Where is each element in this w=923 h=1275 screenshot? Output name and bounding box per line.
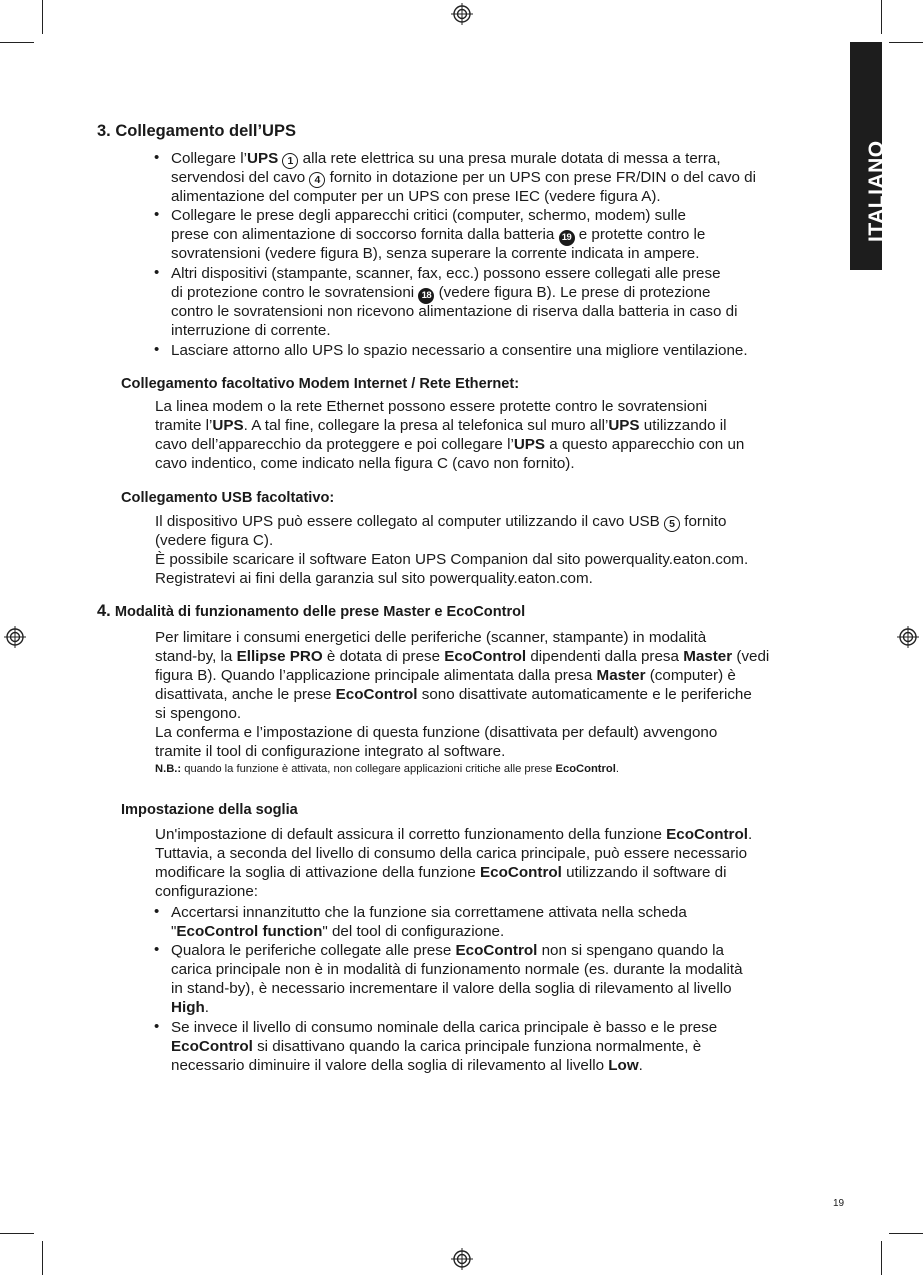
paragraph-line: Per limitare i consumi energetici delle periferiche (scanner, stampante) in modalità [155, 629, 707, 646]
paragraph-line: tramite il tool di configurazione integrato al software. [155, 743, 506, 760]
paragraph-line: cavo dell’apparecchio da proteggere e poi collegare l’UPS a questo apparecchio con un [155, 436, 745, 453]
registration-mark-icon [4, 626, 26, 648]
registration-mark-icon [451, 3, 473, 25]
section-3-title: 3. Collegamento dell’UPS [97, 122, 296, 140]
crop-mark [889, 1233, 923, 1234]
paragraph-line: interruzione di corrente. [171, 322, 331, 339]
paragraph-line: carica principale non è in modalità di funzionamento normale (es. durante la modalità [171, 961, 743, 978]
page-number: 19 [833, 1198, 845, 1209]
paragraph-line: sovratensioni (vedere figura B), senza superare la corrente indicata in ampere. [171, 245, 700, 262]
bullet: • [154, 264, 160, 281]
paragraph-line: si spengono. [155, 705, 242, 722]
paragraph-line: EcoControl si disattivano quando la carica principale funziona normalmente, è [171, 1038, 702, 1055]
callout-number: 1 [282, 153, 298, 169]
bullet: • [154, 903, 160, 920]
section-4-title: 4. Modalità di funzionamento delle prese Master e EcoControl [97, 602, 526, 620]
callout-number: 18 [418, 288, 434, 304]
callout-number: 4 [309, 172, 325, 188]
crop-mark [42, 0, 43, 34]
paragraph-line: contro le sovratensioni non ricevono alimentazione di riserva dalla batteria in caso di [171, 303, 738, 320]
paragraph-line: prese con alimentazione di soccorso fornita dalla batteria 19 e protette contro le [171, 225, 705, 246]
paragraph-line: La linea modem o la rete Ethernet possono essere protette contro le sovratensioni [155, 398, 708, 415]
paragraph-line: cavo indentico, come indicato nella figura C (cavo non fornito). [155, 455, 575, 472]
paragraph-line: Registratevi ai fini della garanzia sul sito powerquality.eaton.com. [155, 570, 593, 587]
paragraph-line: di protezione contro le sovratensioni 18 (vedere figura B). Le prese di protezione [171, 283, 710, 304]
crop-mark [881, 0, 882, 34]
language-tab [850, 42, 888, 270]
paragraph-line: Collegare l’UPS 1 alla rete elettrica su una presa murale dotata di messa a terra, [171, 150, 721, 167]
paragraph-line: High. [171, 999, 209, 1016]
bullet: • [154, 149, 160, 166]
crop-mark [0, 42, 34, 43]
paragraph-line: "EcoControl function" del tool di configurazione. [171, 923, 505, 940]
modem-subtitle: Collegamento facoltativo Modem Internet / Rete Ethernet: [121, 376, 520, 392]
paragraph-line: Qualora le periferiche collegate alle prese EcoControl non si spengano quando la [171, 942, 724, 959]
paragraph-line: Accertarsi innanzitutto che la funzione sia correttamene attivata nella scheda [171, 904, 687, 921]
paragraph-line: Il dispositivo UPS può essere collegato al computer utilizzando il cavo USB 5 fornito [155, 513, 727, 530]
paragraph-line: È possibile scaricare il software Eaton UPS Companion dal sito powerquality.eaton.com. [155, 551, 749, 568]
usb-subtitle: Collegamento USB facoltativo: [121, 490, 335, 506]
paragraph-line: in stand-by), è necessario incrementare il valore della soglia di rilevamento al livello [171, 980, 732, 997]
paragraph-line: (vedere figura C). [155, 532, 274, 549]
note-line: N.B.: quando la funzione è attivata, non collegare applicazioni critiche alle prese EcoControl. [155, 763, 619, 775]
paragraph-line: figura B). Quando l’applicazione principale alimentata dalla presa Master (computer) è [155, 667, 736, 684]
callout-number: 5 [664, 516, 680, 532]
language-tab-label: ITALIANO [865, 140, 888, 242]
paragraph-line: disattivata, anche le prese EcoControl sono disattivate automaticamente e le periferiche [155, 686, 752, 703]
registration-mark-icon [451, 1248, 473, 1270]
callout-number: 19 [559, 230, 575, 246]
paragraph-line: alimentazione del computer per un UPS con prese IEC (vedere figura A). [171, 188, 661, 205]
paragraph-line: modificare la soglia di attivazione della funzione EcoControl utilizzando il software di [155, 864, 727, 881]
bullet: • [154, 941, 160, 958]
paragraph-line: Lasciare attorno allo UPS lo spazio necessario a consentire una migliore ventilazione. [171, 342, 748, 359]
bullet: • [154, 341, 160, 358]
bullet: • [154, 1018, 160, 1035]
paragraph-line: stand-by, la Ellipse PRO è dotata di prese EcoControl dipendenti dalla presa Master (vedi [155, 648, 770, 665]
paragraph-line: Collegare le prese degli apparecchi critici (computer, schermo, modem) sulle [171, 207, 686, 224]
registration-mark-icon [897, 626, 919, 648]
paragraph-line: necessario diminuire il valore della soglia di rilevamento al livello Low. [171, 1057, 643, 1074]
paragraph-line: Un'impostazione di default assicura il corretto funzionamento della funzione EcoControl. [155, 826, 753, 843]
paragraph-line: Se invece il livello di consumo nominale della carica principale è basso e le prese [171, 1019, 718, 1036]
paragraph-line: Tuttavia, a seconda del livello di consumo della carica principale, può essere necessario [155, 845, 748, 862]
crop-mark [0, 1233, 34, 1234]
paragraph-line: Altri dispositivi (stampante, scanner, fax, ecc.) possono essere collegati alle prese [171, 265, 721, 282]
paragraph-line: configurazione: [155, 883, 259, 900]
threshold-subtitle: Impostazione della soglia [121, 802, 298, 818]
bullet: • [154, 206, 160, 223]
crop-mark [881, 1241, 882, 1275]
crop-mark [42, 1241, 43, 1275]
paragraph-line: La conferma e l’impostazione di questa funzione (disattivata per default) avvengono [155, 724, 718, 741]
paragraph-line: tramite l’UPS. A tal fine, collegare la presa al telefonica sul muro all’UPS utilizzando il [155, 417, 727, 434]
crop-mark [889, 42, 923, 43]
paragraph-line: servendosi del cavo 4 fornito in dotazione per un UPS con prese FR/DIN o del cavo di [171, 169, 756, 186]
